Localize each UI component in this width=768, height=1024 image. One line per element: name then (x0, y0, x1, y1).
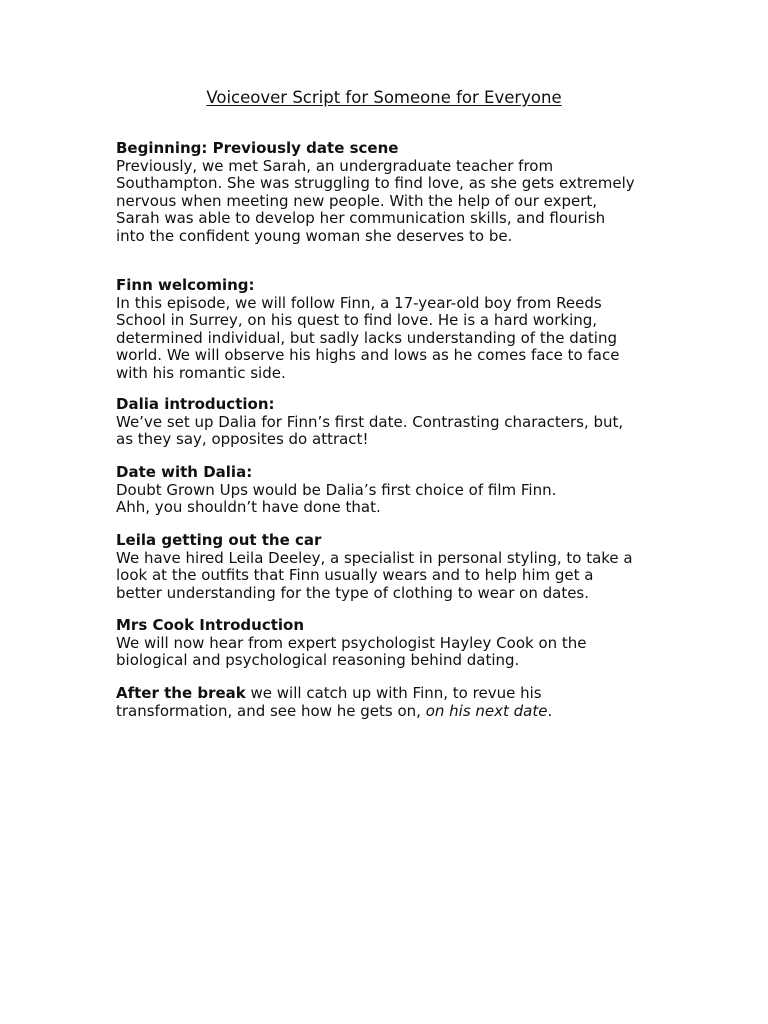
section-heading: Leila getting out the car (116, 531, 322, 549)
body-line: as they say, opposites do attract! (116, 430, 369, 448)
closing-period: . (547, 701, 553, 720)
body-line: Previously, we met Sarah, an undergraduate teacher from (116, 156, 554, 175)
body-line: We’ve set up Dalia for Finn’s first date. Contrasting characters, but, (116, 412, 624, 431)
section-finn-welcoming (116, 277, 676, 382)
section-dalia-introduction (116, 396, 676, 449)
body-line: look at the outfits that Finn usually wears and to help him get a (116, 566, 594, 584)
closing-line-2 (116, 703, 676, 721)
body-line: School in Surrey, on his quest to find love. He is a hard working, (116, 311, 598, 329)
closing-text: we will catch up with Finn, to revue his (245, 684, 542, 702)
body-line: Sarah was able to develop her communication skills, and flourish (116, 209, 606, 227)
body-line: world. We will observe his highs and lows as he comes face to face (116, 346, 620, 364)
closing-line-1 (116, 685, 676, 703)
closing-bold-lead: After the break (116, 684, 246, 702)
body-line: into the confident young woman she deserves to be. (116, 226, 513, 245)
body-line: with his romantic side. (116, 363, 286, 382)
body-line: Southampton. She was struggling to find love, as she gets extremely (116, 174, 635, 192)
body-line: We have hired Leila Deeley, a specialist in personal styling, to take a (116, 548, 633, 567)
closing-italic-text: on his next date (425, 701, 548, 720)
document-title: Voiceover Script for Someone for Everyone (206, 88, 562, 107)
body-line: Doubt Grown Ups would be Dalia’s first choice of film Finn. (116, 480, 557, 499)
body-line: better understanding for the type of clothing to wear on dates. (116, 583, 590, 602)
section-mrs-cook (116, 617, 676, 670)
body-line: In this episode, we will follow Finn, a 17-year-old boy from Reeds (116, 293, 602, 312)
section-leila (116, 532, 676, 602)
section-heading: Mrs Cook Introduction (116, 616, 305, 634)
body-line: We will now hear from expert psychologist Hayley Cook on the (116, 633, 587, 652)
section-previously (116, 140, 676, 245)
section-heading: Beginning: Previously date scene (116, 139, 399, 157)
section-after-break (116, 685, 676, 720)
body-line: determined individual, but sadly lacks understanding of the dating (116, 328, 618, 347)
body-line: Ahh, you shouldn’t have done that. (116, 498, 381, 516)
body-line: nervous when meeting new people. With the help of our expert, (116, 191, 598, 210)
section-date-with-dalia (116, 464, 676, 517)
closing-text: transformation, and see how he gets on, (116, 701, 426, 720)
section-heading: Date with Dalia: (116, 463, 253, 481)
section-heading: Finn welcoming: (116, 276, 255, 294)
section-heading: Dalia introduction: (116, 395, 275, 413)
body-line: biological and psychological reasoning behind dating. (116, 651, 520, 669)
